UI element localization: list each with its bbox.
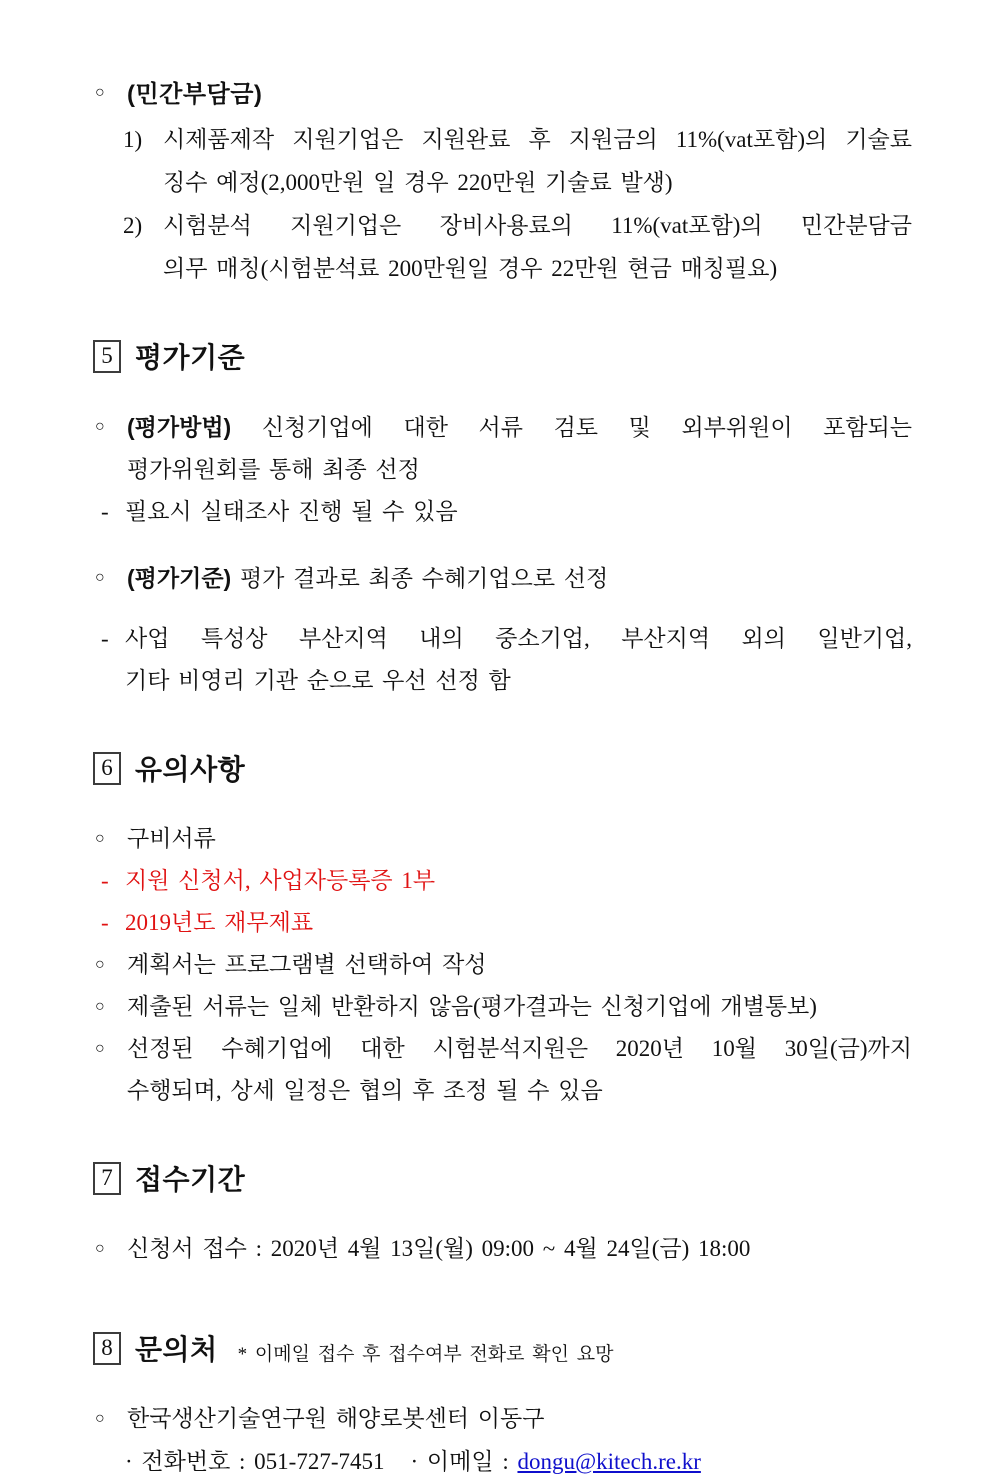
- item-text: 계획서는 프로그램별 선택하여 작성: [127, 952, 487, 977]
- email-link[interactable]: dongu@kitech.re.kr: [517, 1449, 701, 1474]
- item-text: 사업 특성상 부산지역 내의 중소기업, 부산지역 외의 일반기업, 기타 비영리 기관 순으로 우선 선정 함: [125, 626, 912, 693]
- dash-bullet-icon: -: [101, 868, 109, 893]
- circle-bullet-icon: ○: [95, 956, 105, 973]
- section-title: 접수기간: [135, 1164, 246, 1195]
- required-documents-item: [93, 818, 912, 860]
- circle-bullet-icon: ○: [95, 1410, 105, 1427]
- evaluation-method-item: [93, 406, 912, 491]
- item-number: 2): [123, 213, 143, 238]
- schedule-item: [93, 1028, 912, 1112]
- contact-organization-item: [93, 1398, 912, 1440]
- section-title: 유의사항: [135, 754, 246, 785]
- item-number: 1): [123, 127, 143, 152]
- item-text: 한국생산기술연구원 해양로봇센터 이동구: [127, 1406, 545, 1431]
- item-text: (평가기준) 평가 결과로 최종 수혜기업으로 선정: [127, 565, 609, 591]
- no-return-item: [93, 986, 912, 1028]
- email-label: · 이메일 :: [410, 1449, 518, 1474]
- circle-bullet-icon: ○: [95, 84, 105, 101]
- evaluation-criteria-note: [93, 618, 912, 702]
- plan-writing-item: [93, 944, 912, 986]
- circle-bullet-icon: ○: [95, 1040, 105, 1057]
- circle-bullet-icon: ○: [95, 830, 105, 847]
- item-text: 신청서 접수 : 2020년 4월 13일(월) 09:00 ~ 4월 24일(금) 18:00: [127, 1236, 751, 1261]
- list-item: [123, 118, 912, 204]
- item-text: 시험분석 지원기업은 장비사용료의 11%(vat포함)의 민간분담금 의무 매칭(시험분석료 200만원일 경우 22만원 현금 매칭필요): [163, 213, 912, 281]
- required-document-entry: [93, 902, 912, 944]
- section-heading-contact: [93, 1328, 912, 1368]
- circle-bullet-icon: ○: [95, 418, 105, 435]
- item-text: (평가방법) 신청기업에 대한 서류 검토 및 외부위원이 포함되는 평가위원회를 통해 최종 선정: [127, 414, 913, 482]
- section-title: 문의처: [135, 1334, 218, 1365]
- section-heading-evaluation-criteria: [93, 336, 912, 376]
- dash-bullet-icon: -: [101, 499, 109, 524]
- circle-bullet-icon: ○: [95, 1240, 105, 1257]
- inline-bold-label: (평가방법): [127, 414, 232, 440]
- evaluation-criteria-item: [93, 557, 912, 600]
- dash-bullet-icon: -: [101, 626, 109, 651]
- inline-bold-label: (평가기준): [127, 565, 232, 591]
- item-text: 지원 신청서, 사업자등록증 1부: [125, 868, 436, 893]
- required-document-entry: [93, 860, 912, 902]
- contact-details-line: [125, 1440, 912, 1484]
- section-number-box: 6: [93, 752, 121, 785]
- application-period-item: [93, 1228, 912, 1270]
- item-text: 시제품제작 지원기업은 지원완료 후 지원금의 11%(vat포함)의 기술료 징수 예정(2,000만원 일 경우 220만원 기술료 발생): [163, 127, 912, 195]
- section-number-box: 5: [93, 340, 121, 373]
- private-contribution-heading: [93, 74, 912, 112]
- item-text: 필요시 실태조사 진행 될 수 있음: [125, 499, 458, 524]
- item-text: 선정된 수혜기업에 대한 시험분석지원은 2020년 10월 30일(금)까지 수행되며, 상세 일정은 협의 후 조정 될 수 있음: [127, 1036, 912, 1103]
- circle-bullet-icon: ○: [95, 998, 105, 1015]
- item-text: 2019년도 재무제표: [125, 910, 314, 935]
- list-item: [123, 204, 912, 290]
- circle-bullet-icon: ○: [95, 569, 105, 586]
- section-heading-notes: [93, 748, 912, 788]
- phone-number: 051-727-7451: [254, 1449, 385, 1474]
- item-text: 구비서류: [127, 826, 216, 851]
- private-contribution-label: (민간부담금): [127, 81, 263, 108]
- section-number-box: 7: [93, 1162, 121, 1195]
- item-text: 제출된 서류는 일체 반환하지 않음(평가결과는 신청기업에 개별통보): [127, 994, 817, 1019]
- dash-bullet-icon: -: [101, 910, 109, 935]
- evaluation-method-note: [93, 491, 912, 533]
- section-number-box: 8: [93, 1332, 121, 1365]
- contact-note: * 이메일 접수 후 접수여부 전화로 확인 요망: [237, 1344, 614, 1365]
- section-title: 평가기준: [135, 342, 246, 373]
- section-heading-application-period: [93, 1158, 912, 1198]
- phone-label: · 전화번호 :: [125, 1449, 255, 1474]
